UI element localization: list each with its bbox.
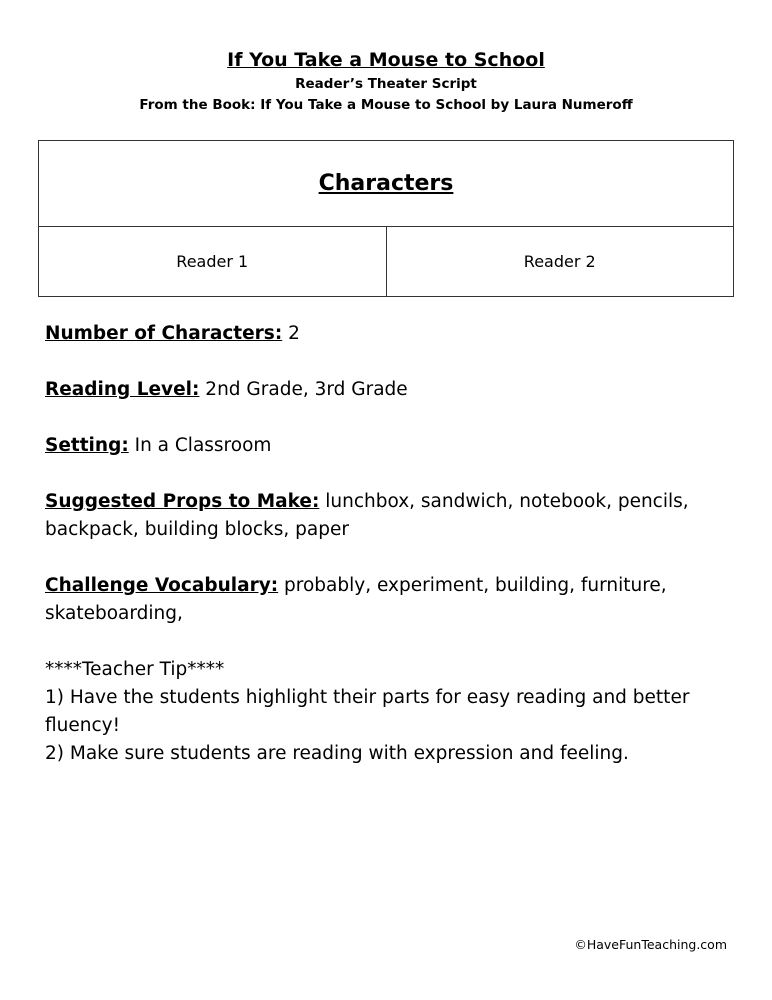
number-of-characters-value: 2	[288, 323, 300, 344]
suggested-props-label: Suggested Props to Make:	[45, 491, 320, 512]
challenge-vocabulary-label: Challenge Vocabulary:	[45, 575, 279, 596]
number-of-characters	[45, 320, 735, 348]
characters-heading-row	[39, 141, 734, 227]
characters-heading: Characters	[318, 171, 454, 196]
setting-value: In a Classroom	[134, 435, 272, 456]
challenge-vocabulary-value: probably, experiment, building, furniture, skateboarding,	[45, 575, 667, 624]
suggested-props	[45, 488, 735, 544]
book-source: From the Book: If You Take a Mouse to School by Laura Numeroff	[139, 97, 633, 113]
suggested-props-value: lunchbox, sandwich, notebook, pencils, backpack, building blocks, paper	[45, 491, 689, 540]
reader-cell: Reader 2	[386, 227, 734, 297]
document-header	[0, 47, 772, 115]
setting-label: Setting:	[45, 435, 129, 456]
challenge-vocabulary	[45, 572, 735, 628]
number-of-characters-label: Number of Characters:	[45, 323, 283, 344]
readers-row	[39, 227, 734, 297]
setting	[45, 432, 735, 460]
reading-level-label: Reading Level:	[45, 379, 200, 400]
copyright-footer: ©HaveFunTeaching.com	[574, 937, 727, 952]
teacher-tip-item: 1) Have the students highlight their parts for easy reading and better fluency!	[45, 687, 690, 736]
script-subtitle: Reader’s Theater Script	[295, 76, 477, 92]
teacher-tip-item: 2) Make sure students are reading with expression and feeling.	[45, 743, 629, 764]
reading-level	[45, 376, 735, 404]
teacher-tip-section	[45, 656, 735, 768]
reader-cell: Reader 1	[39, 227, 387, 297]
characters-heading-cell	[39, 141, 734, 227]
teacher-tip-heading: ****Teacher Tip****	[45, 659, 225, 680]
characters-table	[38, 140, 734, 297]
reading-level-value: 2nd Grade, 3rd Grade	[205, 379, 408, 400]
script-details	[45, 320, 735, 768]
script-title: If You Take a Mouse to School	[227, 49, 545, 71]
